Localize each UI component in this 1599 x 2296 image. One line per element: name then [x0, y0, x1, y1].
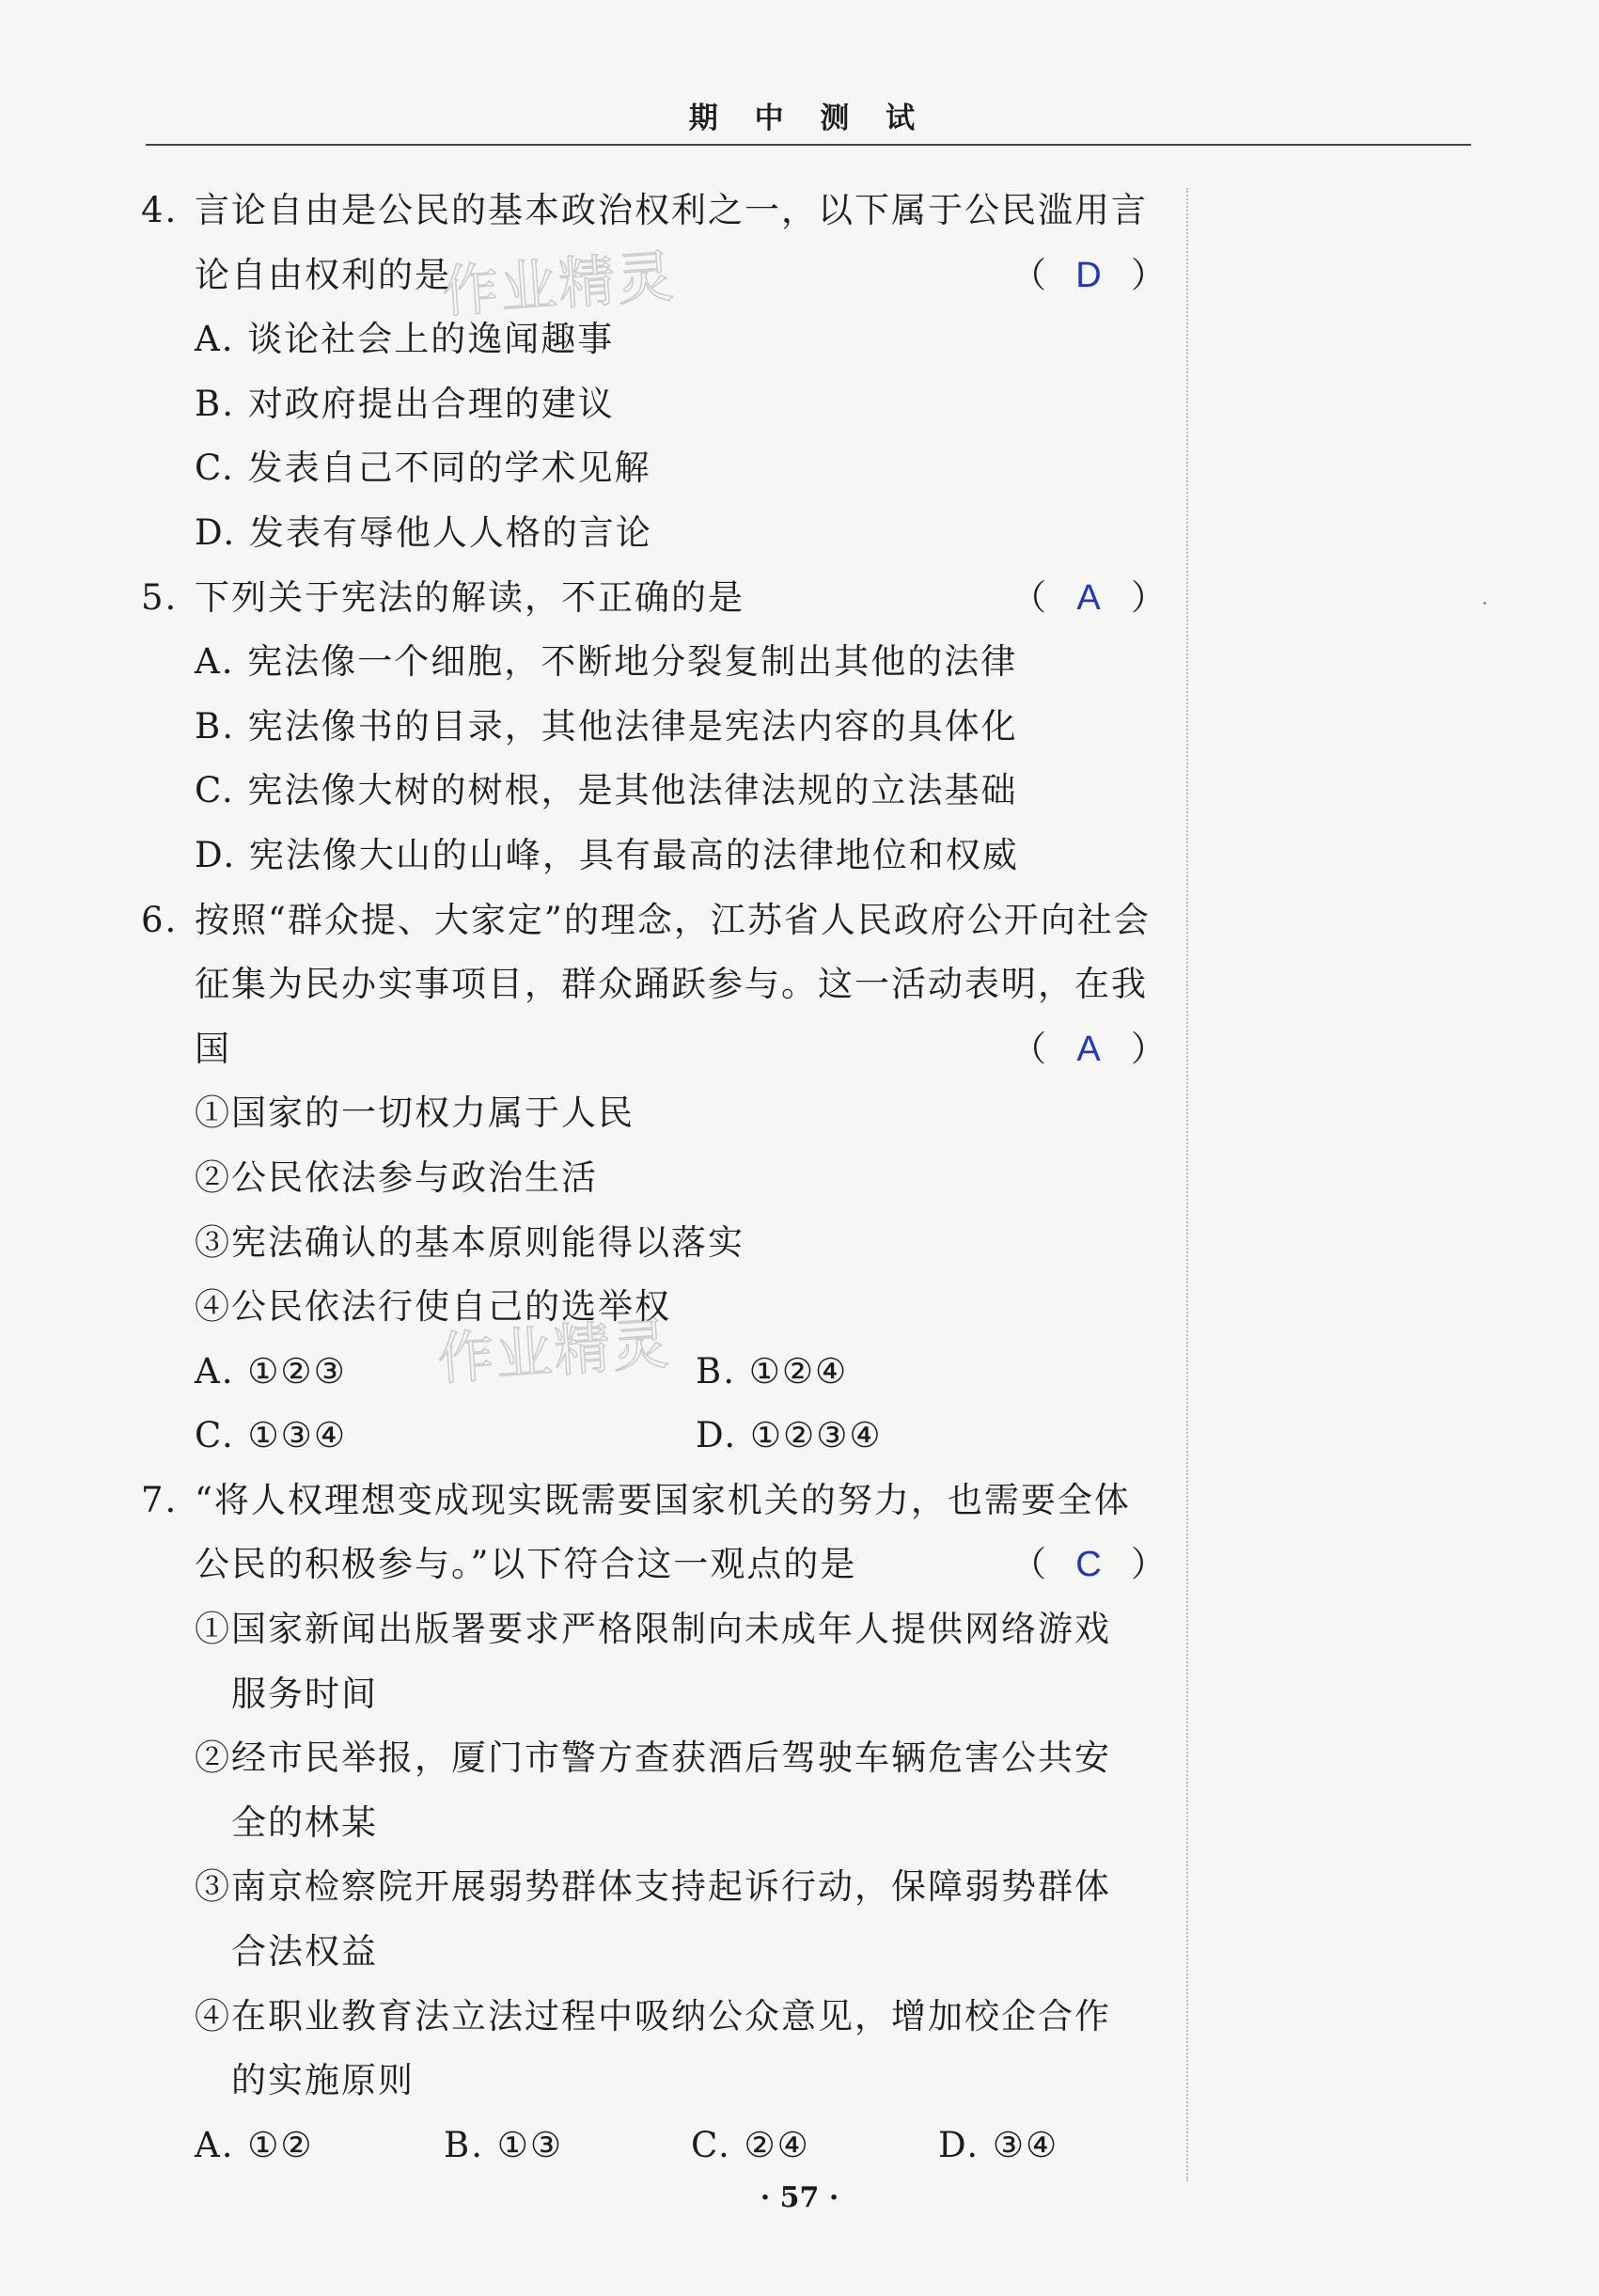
statement-2-cont: 全的林某 [231, 1801, 378, 1843]
answer-mark: A [1076, 1029, 1101, 1069]
scan-speck [1483, 602, 1486, 605]
paren-close: ） [1131, 1544, 1166, 1585]
paren-close: ） [1131, 1028, 1166, 1069]
option-c: C. 发表自己不同的学术见解 [195, 448, 651, 489]
answer-bracket [1011, 1533, 1166, 1597]
question-number: 7. [141, 1479, 179, 1520]
question-number: 6. [141, 899, 179, 940]
answer-mark: C [1075, 1545, 1102, 1585]
option-row [141, 1404, 1166, 1469]
paren-open: （ [1011, 576, 1046, 618]
statement-3: ③宪法确认的基本原则能得以落实 [195, 1221, 745, 1263]
question-5-stem-line [141, 566, 1166, 631]
statement-3-cont: 合法权益 [231, 1931, 378, 1973]
statement-4: ④在职业教育法立法过程中吸纳公众意见，增加校企合作 [195, 1995, 1111, 2037]
answer-bracket [1011, 1017, 1166, 1082]
question-text: 国 [195, 1028, 231, 1069]
header-rule [146, 144, 1471, 146]
option-row [141, 1340, 1166, 1405]
option-b: B. ①②④ [696, 1350, 849, 1392]
option-a: A. ①② [195, 2124, 314, 2165]
question-4-stem-line [141, 179, 1166, 244]
option-a: A. 宪法像一个细胞，不断地分裂复制出其他的法律 [195, 641, 1018, 683]
question-text: 按照“群众提、大家定”的理念，江苏省人民政府公开向社会 [195, 899, 1151, 940]
answer-bracket [1011, 566, 1166, 631]
watermark-logo: 作业精灵 [435, 1311, 673, 1393]
statement-1: ①国家的一切权力属于人民 [195, 1093, 635, 1134]
question-number: 4. [141, 190, 179, 230]
question-text: 论自由权利的是 [195, 254, 451, 295]
page-header-title: 期 中 测 试 [688, 102, 929, 135]
option-b: B. 对政府提出合理的建议 [195, 383, 615, 424]
option-c: C. ①③④ [195, 1415, 348, 1456]
statement-3: ③南京检察院开展弱势群体支持起诉行动，保障弱势群体 [195, 1866, 1111, 1908]
column-divider [1186, 188, 1188, 2181]
paren-close: ） [1131, 254, 1166, 295]
statement-1-cont: 服务时间 [231, 1673, 378, 1714]
option-d: D. ③④ [938, 2124, 1059, 2165]
option-row [141, 2114, 1166, 2178]
statement-4: ④公民依法行使自己的选举权 [195, 1286, 671, 1328]
question-list [141, 179, 1166, 2178]
question-4-stem-line [141, 244, 1166, 308]
answer-bracket [1011, 244, 1166, 308]
option-d: D. 发表有辱他人人格的言论 [195, 511, 652, 553]
question-number: 5. [141, 576, 179, 618]
paren-open: （ [1011, 254, 1046, 295]
option-a: A. 谈论社会上的逸闻趣事 [195, 319, 615, 360]
option-a: A. ①②③ [195, 1350, 347, 1392]
paren-open: （ [1011, 1544, 1046, 1585]
statement-2: ②经市民举报，厦门市警方查获酒后驾驶车辆危害公共安 [195, 1738, 1111, 1779]
question-text: 言论自由是公民的基本政治权利之一，以下属于公民滥用言 [195, 190, 1148, 230]
paren-close: ） [1131, 576, 1166, 618]
paren-open: （ [1011, 1028, 1046, 1069]
statement-1: ①国家新闻出版署要求严格限制向未成年人提供网络游戏 [195, 1609, 1111, 1650]
statement-2: ②公民依法参与政治生活 [195, 1156, 598, 1198]
question-text: “将人权理想变成现实既需要国家机关的努力，也需要全体 [195, 1479, 1131, 1520]
statement-4-cont: 的实施原则 [231, 2060, 415, 2101]
option-b: B. ①③ [444, 2124, 564, 2165]
question-6-stem-line [141, 889, 1166, 953]
question-7-stem-line [141, 1469, 1166, 1533]
page-number: · 57 · [760, 2181, 839, 2214]
question-6-stem-line: 征集为民办实事项目，群众踊跃参与。这一活动表明，在我 [195, 964, 1148, 1005]
question-7-stem-line [141, 1533, 1166, 1597]
option-c: C. 宪法像大树的树根，是其他法律法规的立法基础 [195, 770, 1018, 811]
option-b: B. 宪法像书的目录，其他法律是宪法内容的具体化 [195, 705, 1018, 747]
question-text: 公民的积极参与。”以下符合这一观点的是 [195, 1544, 857, 1585]
answer-mark: D [1075, 255, 1102, 295]
option-c: C. ②④ [691, 2124, 810, 2165]
question-text: 下列关于宪法的解读，不正确的是 [195, 576, 745, 618]
question-6-stem-line [141, 1017, 1166, 1082]
watermark-logo: 作业精灵 [440, 244, 678, 326]
option-d: D. ①②③④ [696, 1415, 883, 1456]
option-d: D. 宪法像大山的山峰，具有最高的法律地位和权威 [195, 834, 1019, 875]
answer-mark: A [1076, 577, 1101, 618]
